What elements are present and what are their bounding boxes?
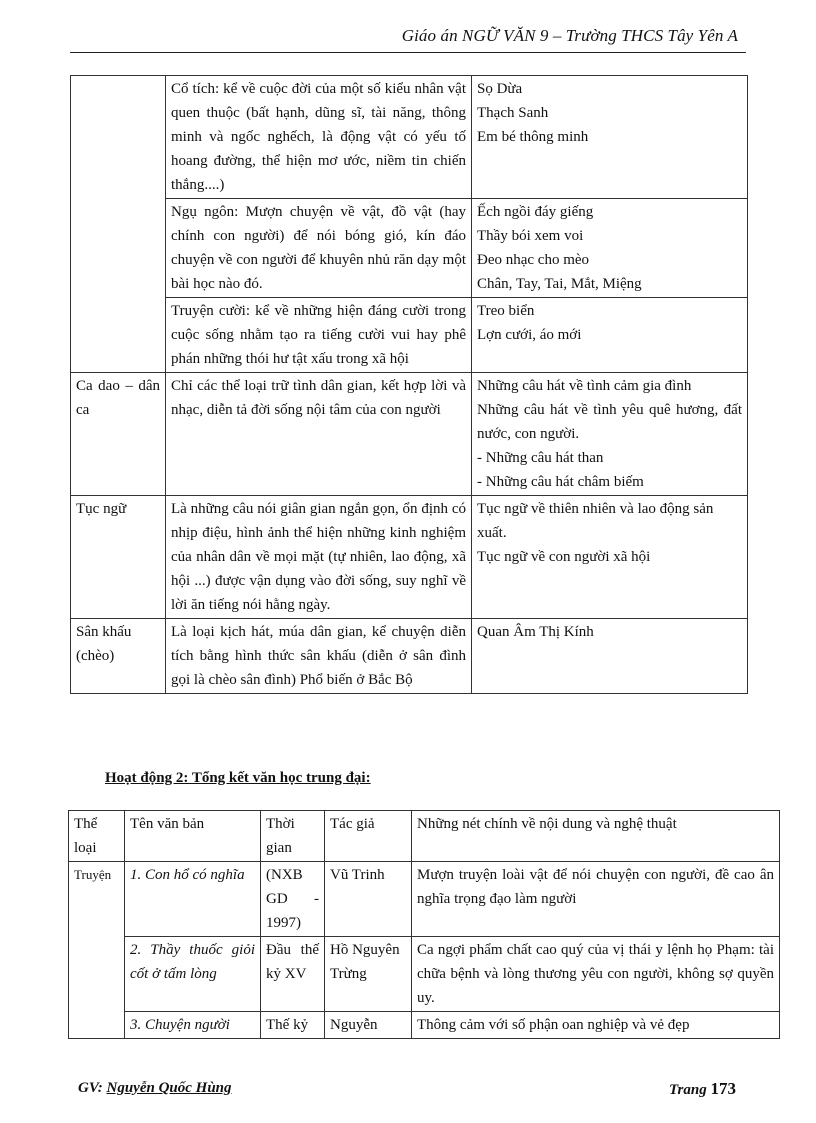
table-row (71, 199, 748, 298)
column-header: Tác giả (325, 811, 412, 862)
title-cell: 1. Con hổ có nghĩa (125, 862, 261, 937)
genre-cell: Truyện (69, 862, 125, 1039)
examples-cell (472, 76, 748, 199)
time-cell: Đầu thế kỷ XV (261, 937, 325, 1012)
title-cell: 2. Thầy thuốc giỏi cốt ở tấm lòng (125, 937, 261, 1012)
column-header: Những nét chính về nội dung và nghệ thuật (412, 811, 780, 862)
definition-cell: Truyện cười: kể về những hiện đáng cười trong cuộc sống nhằm tạo ra tiếng cười vui hay phê phán những thói hư tật xấu trong xã hội (166, 298, 472, 373)
content-cell: Thông cảm với số phận oan nghiệp và vẻ đẹp (412, 1012, 780, 1039)
example-item: Tục ngữ về con người xã hội (477, 549, 651, 565)
teacher-label: GV: (78, 1080, 103, 1096)
example-item: Treo biển (477, 303, 535, 319)
genre-cell (71, 76, 166, 373)
title-cell: 3. Chuyện người (125, 1012, 261, 1039)
time-cell: (NXB GD - 1997) (261, 862, 325, 937)
author-cell: Hồ Nguyên Trừng (325, 937, 412, 1012)
table-row (69, 937, 780, 1012)
page-header-title: Giáo án NGỮ VĂN 9 – Trường THCS Tây Yên A (401, 26, 738, 45)
time-cell: Thế kỷ (261, 1012, 325, 1039)
teacher-name: Nguyễn Quốc Hùng (106, 1080, 232, 1096)
page-number: 173 (710, 1079, 736, 1098)
definition-cell: Ngụ ngôn: Mượn chuyện về vật, đồ vật (hay chính con người) để nói bóng gió, kín đáo chuyện về con người để khuyên nhủ răn dạy một bài học nào đó. (166, 199, 472, 298)
table-row (71, 496, 748, 619)
examples-cell (472, 619, 748, 694)
definition-cell: Cổ tích: kể về cuộc đời của một số kiểu nhân vật quen thuộc (bất hạnh, dũng sĩ, tài năng, thông minh và ngốc nghếch, là động vật có yếu tố hoang đường, thể hiện mơ ước, niềm tin chiến thắng....) (166, 76, 472, 199)
examples-cell (472, 496, 748, 619)
example-item: Quan Âm Thị Kính (477, 624, 594, 640)
folk-literature-table (70, 75, 748, 694)
example-item: Em bé thông minh (477, 129, 589, 145)
example-item: - Những câu hát châm biếm (477, 474, 644, 490)
author-cell: Nguyễn (325, 1012, 412, 1039)
column-header: Tên văn bản (125, 811, 261, 862)
table-row (69, 1012, 780, 1039)
example-item: - Những câu hát than (477, 450, 604, 466)
example-item: Những câu hát về tình yêu quê hương, đất nước, con người. (477, 402, 742, 442)
example-item: Đeo nhạc cho mèo (477, 252, 590, 268)
example-item: Thạch Sanh (477, 105, 549, 121)
footer-teacher (78, 1080, 232, 1097)
genre-cell: Sân khấu (chèo) (71, 619, 166, 694)
definition-cell: Là loại kịch hát, múa dân gian, kể chuyện diễn tích bằng hình thức sân khấu (diễn ở sân đình gọi là chèo sân đình) Phổ biến ở Bắc Bộ (166, 619, 472, 694)
genre-cell: Ca dao – dân ca (71, 373, 166, 496)
example-item: Sọ Dừa (477, 81, 523, 97)
example-item: Những câu hát về tình cảm gia đình (477, 378, 692, 394)
example-item: Lợn cưới, áo mới (477, 327, 582, 343)
genre-cell: Tục ngữ (71, 496, 166, 619)
example-item: Thầy bói xem voi (477, 228, 584, 244)
example-item: Ếch ngồi đáy giếng (477, 204, 594, 220)
footer-page (669, 1079, 736, 1099)
content-cell: Ca ngợi phẩm chất cao quý của vị thái y lệnh họ Phạm: tài chữa bệnh và lòng thương yêu con người, không sợ quyền uy. (412, 937, 780, 1012)
table-row (71, 298, 748, 373)
examples-cell (472, 199, 748, 298)
page-label: Trang (668, 1082, 707, 1098)
table-row (71, 76, 748, 199)
examples-cell (472, 298, 748, 373)
column-header: Thể loại (69, 811, 125, 862)
table-row (71, 619, 748, 694)
author-cell: Vũ Trinh (325, 862, 412, 937)
table-header-row (69, 811, 780, 862)
examples-cell (472, 373, 748, 496)
content-cell: Mượn truyện loài vật để nói chuyện con người, đề cao ân nghĩa trọng đạo làm người (412, 862, 780, 937)
table-row (69, 862, 780, 937)
definition-cell: Là những câu nói giân gian ngắn gọn, ổn định có nhịp điệu, hình ảnh thể hiện những kinh nghiệm của nhân dân về mọi mặt (tự nhiên, lao động, xã hội ...) được vận dụng vào đời sống, suy nghĩ về lời ăn tiếng nói hằng ngày. (166, 496, 472, 619)
medieval-literature-table (68, 810, 780, 1039)
example-item: Chân, Tay, Tai, Mắt, Miệng (477, 276, 642, 292)
definition-cell: Chỉ các thể loại trữ tình dân gian, kết hợp lời và nhạc, diễn tả đời sống nội tâm của con người (166, 373, 472, 496)
column-header: Thời gian (261, 811, 325, 862)
table-row (71, 373, 748, 496)
section-heading: Hoạt động 2: Tổng kết văn học trung đại: (105, 770, 371, 786)
header-divider (70, 52, 746, 53)
example-item: Tục ngữ về thiên nhiên và lao động sản xuất. (477, 501, 714, 541)
